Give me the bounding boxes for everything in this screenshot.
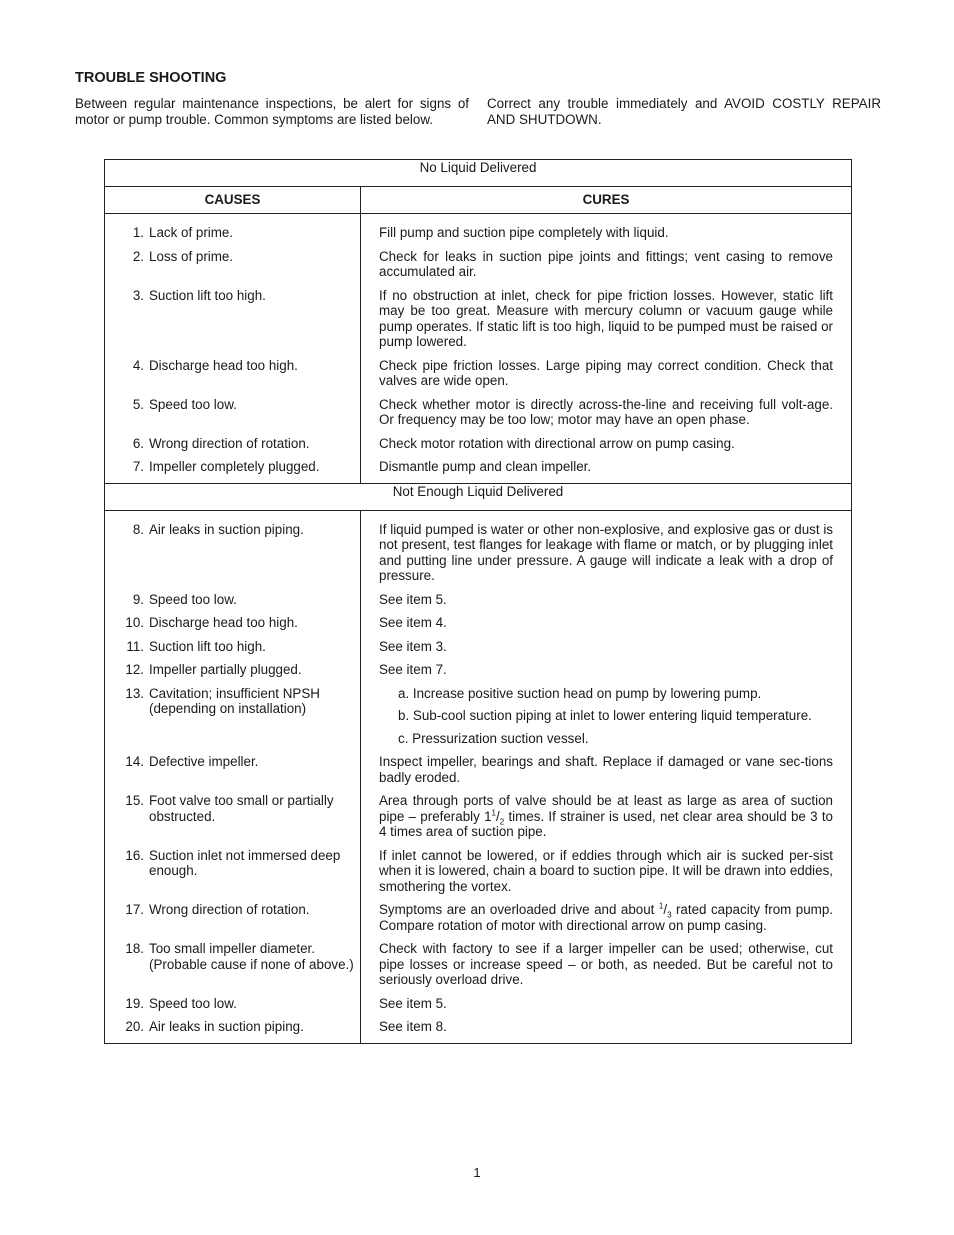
- item-number: 10.: [125, 615, 144, 630]
- cure-text: See item 7.: [379, 662, 447, 677]
- cure-text-part: Symptoms are an overloaded drive and about: [379, 902, 659, 917]
- table-row: [105, 790, 852, 845]
- table-row: [105, 636, 852, 660]
- fraction-denominator: 3: [667, 910, 672, 920]
- cause-text: Air leaks in suction piping.: [149, 521, 304, 537]
- cause-cell: [105, 1016, 361, 1043]
- cure-cell: [361, 612, 852, 636]
- cure-cell: [361, 214, 852, 246]
- cure-cell: [361, 845, 852, 900]
- cure-cell: [361, 636, 852, 660]
- cause-cell: [105, 993, 361, 1017]
- cure-text-part: Area through ports of valve should be at least as large as area of suction pipe – preferably 1: [379, 793, 833, 824]
- cause-text: Wrong direction of rotation.: [149, 435, 310, 451]
- cause-cell: [105, 433, 361, 457]
- cause-cell: [105, 790, 361, 845]
- cure-cell: [361, 246, 852, 285]
- table-row: [105, 938, 852, 993]
- cure-text: See item 5.: [379, 591, 447, 607]
- cure-text: See item 3.: [379, 638, 447, 654]
- cause-cell: [105, 899, 361, 938]
- cause-text: Lack of prime.: [149, 225, 234, 240]
- cause-text: Air leaks in suction piping.: [149, 1019, 304, 1034]
- cause-text: Foot valve too small or partially obstructed.: [149, 793, 334, 824]
- cure-cell: [361, 659, 852, 683]
- cause-text: Too small impeller diameter. (Probable cause if none of above.): [149, 941, 354, 972]
- intro-text-left: Between regular maintenance inspections, be alert for signs of motor or pump trouble. Common symptoms are listed below.: [75, 96, 469, 127]
- troubleshooting-table: [104, 159, 852, 1044]
- column-header-cures: CURES: [361, 187, 852, 214]
- cure-cell: [361, 394, 852, 433]
- cause-text: Impeller completely plugged.: [149, 459, 320, 474]
- cause-cell: [105, 589, 361, 613]
- cure-cell: [361, 993, 852, 1017]
- cure-text: See item 8.: [379, 1019, 447, 1034]
- cure-cell: [361, 899, 852, 938]
- cause-text: Speed too low.: [149, 591, 237, 607]
- column-header-causes: CAUSES: [105, 187, 361, 214]
- table-row: [105, 589, 852, 613]
- table-row: [105, 214, 852, 246]
- item-number: 17.: [125, 902, 144, 917]
- fraction-denominator: 2: [499, 817, 505, 827]
- section-title-no-liquid: No Liquid Delivered: [105, 160, 852, 187]
- cause-cell: [105, 938, 361, 993]
- cause-text: Defective impeller.: [149, 754, 259, 769]
- cure-cell: [361, 456, 852, 483]
- cure-subitem: a. Increase positive suction head on pump by lowering pump.: [398, 685, 762, 701]
- item-number: 3.: [132, 287, 144, 303]
- cause-text: Suction lift too high.: [149, 287, 266, 303]
- item-number: 8.: [132, 521, 144, 537]
- cure-text: Check motor rotation with directional arrow on pump casing.: [379, 435, 735, 451]
- table-row: [105, 899, 852, 938]
- cause-cell: [105, 612, 361, 636]
- table-row: [105, 751, 852, 790]
- cure-text: Symptoms are an overloaded drive and about $^1/_3$ rated capacity from pump. Compare rotation of motor with directional arrow on pump casing.: [379, 901, 834, 933]
- cause-cell: [105, 456, 361, 483]
- table-row: [105, 683, 852, 752]
- cause-text: Speed too low.: [149, 995, 237, 1011]
- column-header-row: [105, 187, 852, 214]
- cause-cell: [105, 355, 361, 394]
- cause-cell: [105, 751, 361, 790]
- item-number: 20.: [125, 1019, 144, 1034]
- page-title: TROUBLE SHOOTING: [75, 70, 227, 86]
- table-row: [105, 510, 852, 589]
- cure-text: Dismantle pump and clean impeller.: [379, 459, 592, 474]
- fraction-numerator: 1: [491, 808, 496, 818]
- cause-text: Cavitation; insufficient NPSH (depending on installation): [149, 685, 320, 716]
- fraction-numerator: 1: [658, 901, 664, 911]
- table-row: [105, 355, 852, 394]
- cure-cell: [361, 589, 852, 613]
- cure-text: Check for leaks in suction pipe joints and fittings; vent casing to remove accumulated air.: [379, 248, 833, 279]
- cure-cell: [361, 1016, 852, 1043]
- item-number: 11.: [126, 638, 144, 654]
- table-row: [105, 659, 852, 683]
- cure-cell: [361, 433, 852, 457]
- cause-cell: [105, 285, 361, 355]
- item-number: 7.: [132, 459, 144, 474]
- table-row: [105, 845, 852, 900]
- cure-subitem: c. Pressurization suction vessel.: [398, 730, 589, 746]
- table-row: [105, 394, 852, 433]
- cause-cell: [105, 683, 361, 752]
- cause-cell: [105, 636, 361, 660]
- item-number: 6.: [132, 435, 144, 451]
- intro-text-right: Correct any trouble immediately and AVOID COSTLY REPAIR AND SHUTDOWN.: [487, 96, 881, 127]
- page-number: 1: [473, 1165, 481, 1180]
- cure-text: If liquid pumped is water or other non-explosive, and explosive gas or dust is not present, test flanges for leakage with flame or match, or by plugging inlet and putting line under pressure. A gauge will indicate a leak with a drop of pressure.: [379, 521, 833, 583]
- section-title-not-enough-liquid: Not Enough Liquid Delivered: [105, 483, 852, 510]
- cure-text: If no obstruction at inlet, check for pipe friction losses. However, static lift may be too great. Measure with mercury column or vacuum gauge while pump operates. If static lift is too high, liquid to be pumped must be raised or pump lowered.: [379, 287, 833, 349]
- cause-cell: [105, 246, 361, 285]
- cause-cell: [105, 214, 361, 246]
- cure-text-part: times. If strainer is used, net clear area should be 3 to 4 times area of suction pipe.: [379, 808, 833, 839]
- cure-text: Check with factory to see if a larger impeller can be used; otherwise, cut pipe losses or increase speed – or both, as needed. But be careful not to seriously overload drive.: [379, 941, 833, 987]
- item-number: 14.: [125, 754, 144, 769]
- cure-text: Fill pump and suction pipe completely with liquid.: [379, 225, 669, 240]
- item-number: 16.: [125, 847, 144, 863]
- cure-text: Inspect impeller, bearings and shaft. Replace if damaged or vane sec-tions badly eroded.: [379, 754, 833, 785]
- cure-text: See item 4.: [379, 615, 447, 630]
- item-number: 19.: [125, 995, 144, 1011]
- item-number: 13.: [125, 685, 144, 701]
- cause-cell: [105, 394, 361, 433]
- cause-text: Suction inlet not immersed deep enough.: [149, 847, 341, 878]
- item-number: 1.: [132, 225, 144, 240]
- item-number: 4.: [132, 357, 144, 373]
- cure-text: See item 5.: [379, 995, 447, 1011]
- cure-subitem: b. Sub-cool suction piping at inlet to lower entering liquid temperature.: [398, 708, 812, 723]
- section-header-row: [105, 483, 852, 510]
- table-row: [105, 433, 852, 457]
- table-row: [105, 456, 852, 483]
- cure-cell: [361, 355, 852, 394]
- cause-cell: [105, 659, 361, 683]
- item-number: 12.: [125, 662, 144, 677]
- table-row: [105, 246, 852, 285]
- cure-text: Check pipe friction losses. Large piping may correct condition. Check that valves are wide open.: [379, 357, 833, 388]
- cause-text: Suction lift too high.: [149, 638, 266, 654]
- table-row: [105, 612, 852, 636]
- item-number: 2.: [132, 248, 144, 264]
- cause-text: Loss of prime.: [149, 248, 234, 264]
- cure-text: Area through ports of valve should be at least as large as area of suction pipe – preferably $1^1/_2$ times. If strainer is used, net clear area should be 3 to 4 times area of suction pipe.: [379, 793, 833, 839]
- cause-cell: [105, 845, 361, 900]
- cure-cell: [361, 285, 852, 355]
- item-number: 9.: [132, 591, 144, 607]
- cure-text-part: rated capacity from pump. Compare rotation of motor with directional arrow on pump casing.: [379, 902, 834, 933]
- cause-text: Speed too low.: [149, 396, 237, 412]
- cause-cell: [105, 510, 361, 589]
- item-number: 15.: [125, 793, 144, 808]
- cure-cell: [361, 751, 852, 790]
- cause-text: Discharge head too high.: [149, 357, 298, 373]
- cure-text: If inlet cannot be lowered, or if eddies through which air is sucked per-sist when it is lowered, chain a board to suction pipe. It will be drawn into eddies, smothering the vortex.: [379, 847, 833, 894]
- table-row: [105, 285, 852, 355]
- cure-cell: [361, 510, 852, 589]
- cure-cell: [361, 938, 852, 993]
- cure-cell: [361, 790, 852, 845]
- cause-text: Wrong direction of rotation.: [149, 902, 310, 917]
- cure-text: Check whether motor is directly across-the-line and receiving full volt-age. Or frequency may be too low; motor may have an open phase.: [379, 396, 833, 427]
- table-row: [105, 1016, 852, 1043]
- table-row: [105, 993, 852, 1017]
- cause-text: Impeller partially plugged.: [149, 662, 302, 677]
- item-number: 5.: [132, 396, 144, 412]
- section-header-row: [105, 160, 852, 187]
- cure-cell: [361, 683, 852, 752]
- cause-text: Discharge head too high.: [149, 615, 298, 630]
- item-number: 18.: [125, 941, 144, 956]
